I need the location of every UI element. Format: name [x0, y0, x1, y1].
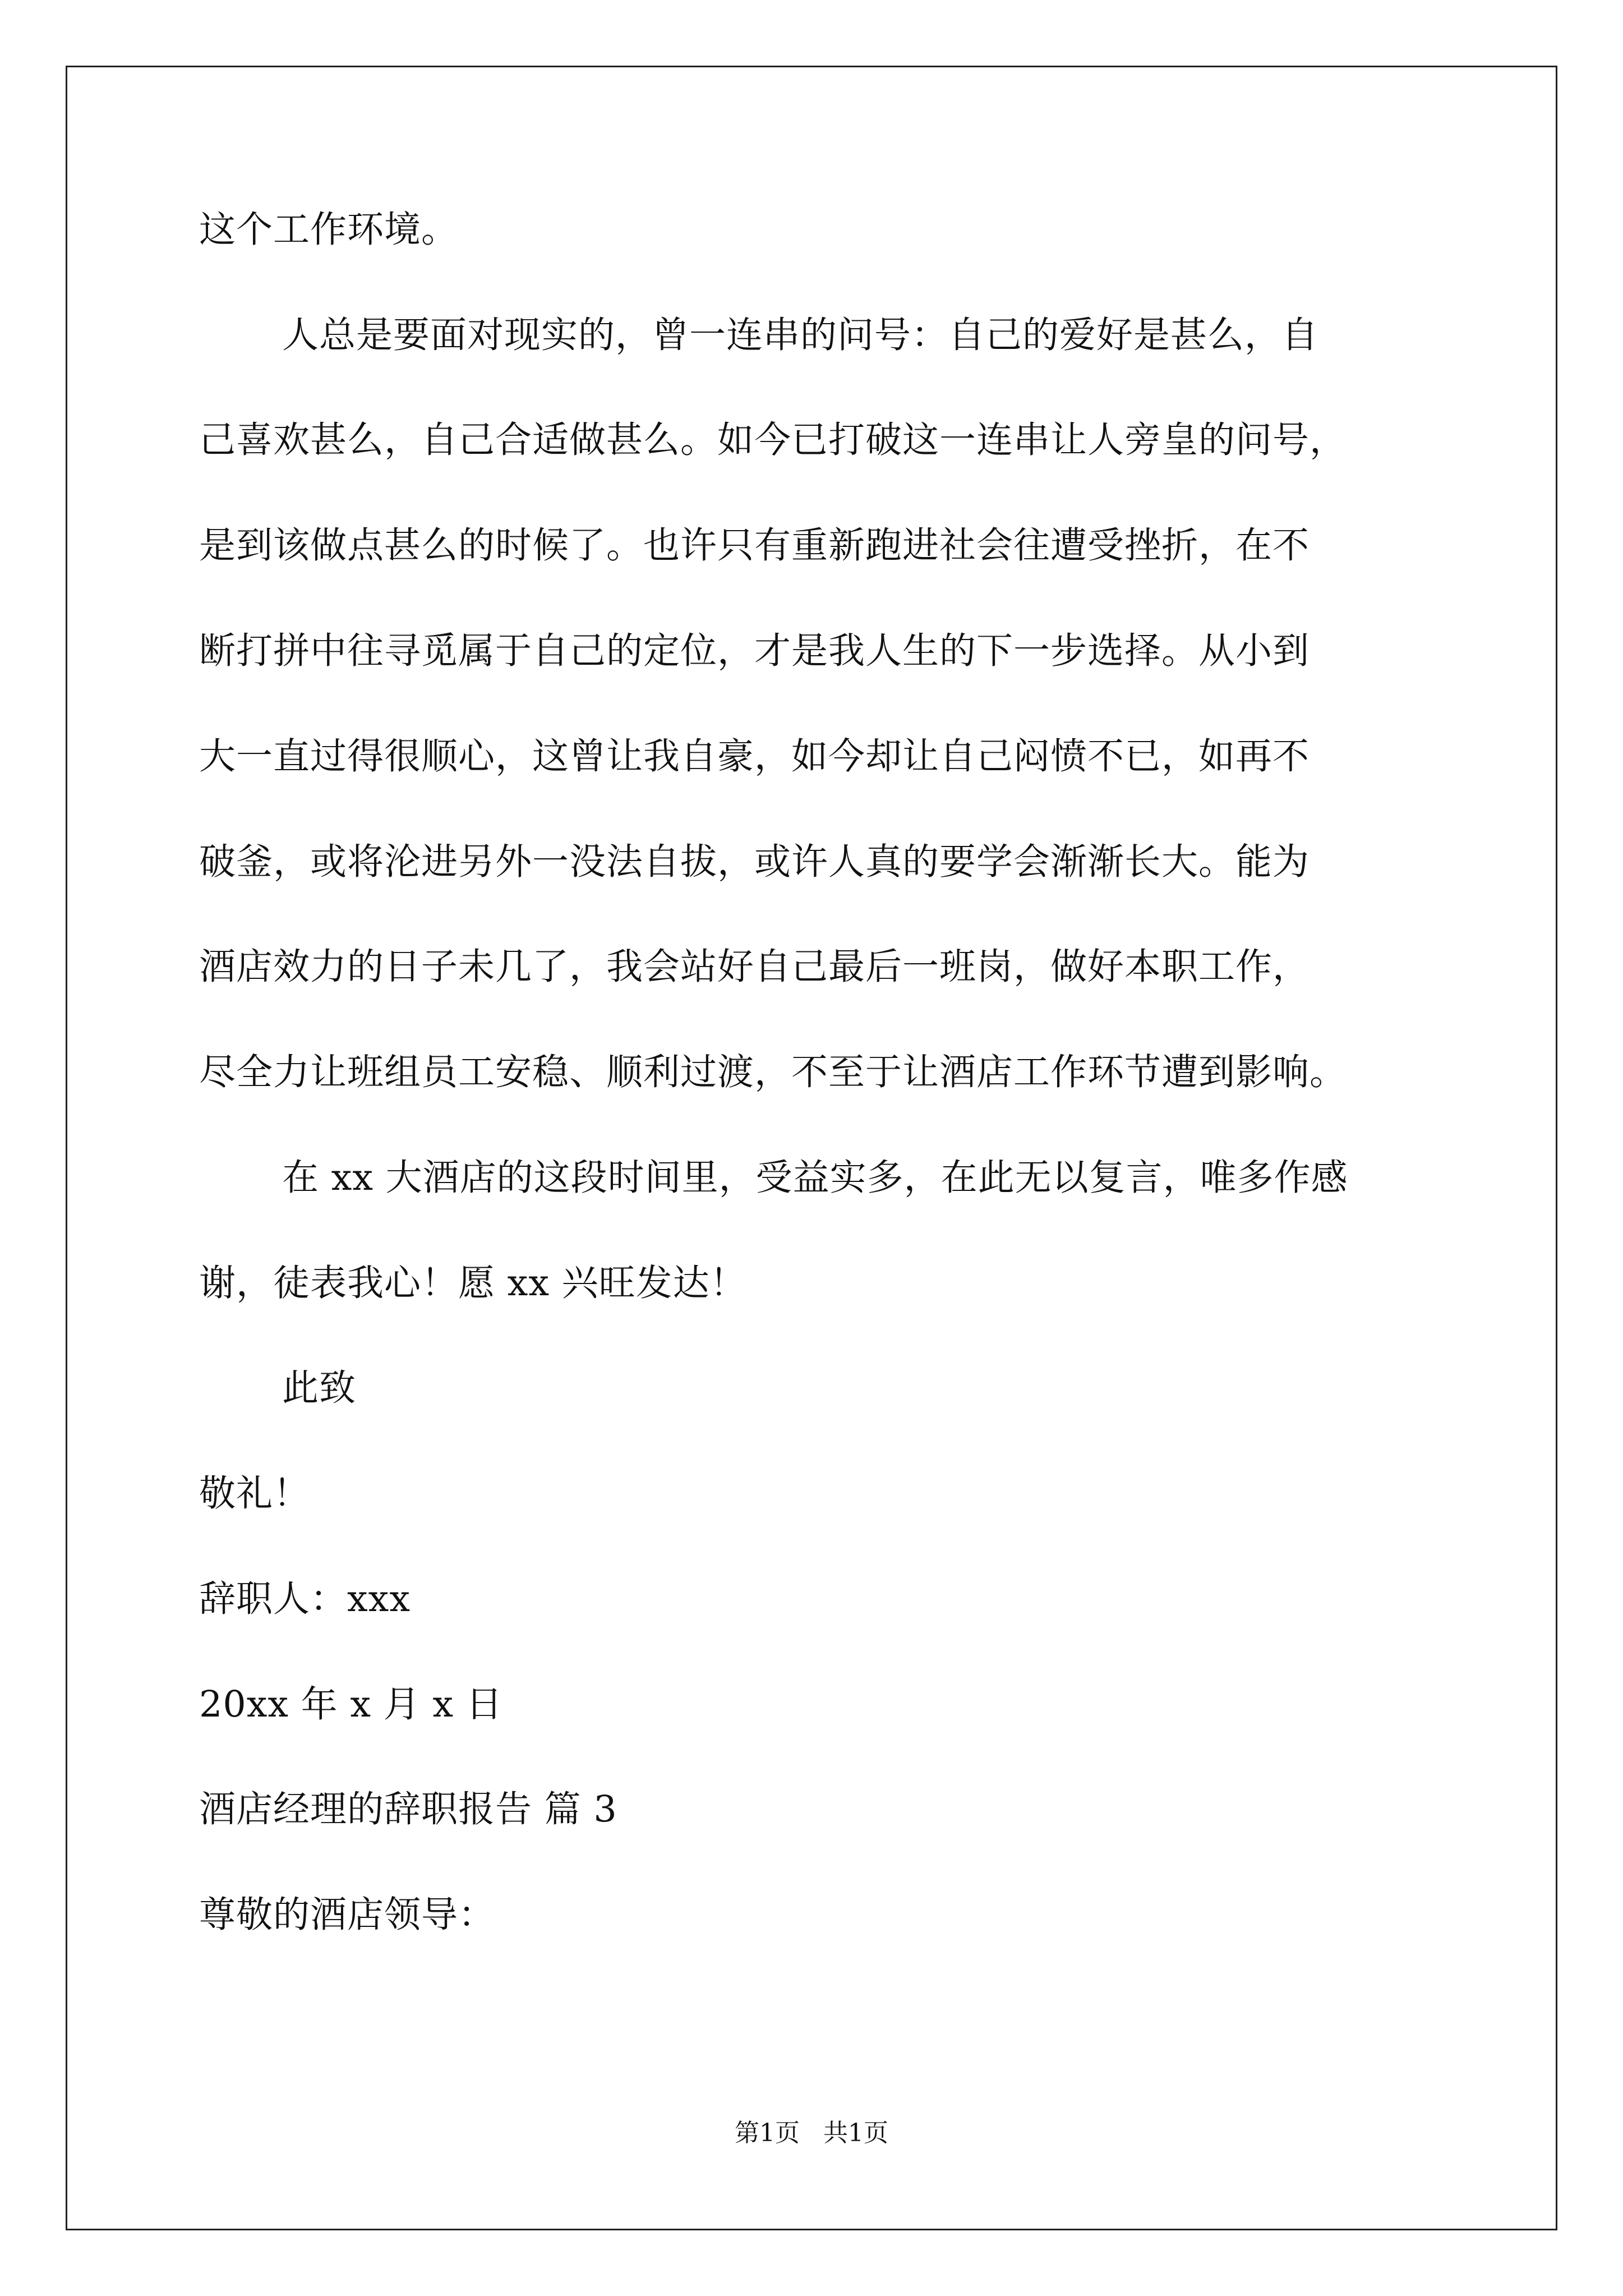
date-line: 20xx 年 x 月 x 日 — [199, 1683, 503, 1726]
paragraph-line: 谢，徒表我心！愿 xx 兴旺发达！ — [199, 1262, 747, 1304]
paragraph-line: 人总是要面对现实的，曾一连串的问号：自己的爱好是甚么，自 — [282, 314, 1319, 356]
greeting-line: 尊敬的酒店领导： — [199, 1894, 496, 1936]
paragraph-line: 是到该做点甚么的时候了。也许只有重新跑进社会往遭受挫折，在不 — [199, 524, 1310, 567]
paragraph-line: 断打拼中往寻觅属于自己的定位，才是我人生的下一步选择。从小到 — [199, 630, 1310, 672]
paragraph-line: 酒店效力的日子未几了，我会站好自己最后一班岗，做好本职工作， — [199, 946, 1310, 988]
paragraph-line: 尽全力让班组员工安稳、顺利过渡，不至于让酒店工作环节遭到影响。 — [199, 1051, 1347, 1093]
paragraph-line: 在 xx 大酒店的这段时间里，受益实多，在此无以复言，唯多作感 — [282, 1157, 1348, 1199]
paragraph-line: 破釜，或将沦进另外一没法自拔，或许人真的要学会渐渐长大。能为 — [199, 841, 1310, 883]
paragraph-line: 大一直过得很顺心，这曾让我自豪，如今却让自己闷愤不已，如再不 — [199, 735, 1310, 777]
section-heading: 酒店经理的辞职报告 篇 3 — [199, 1788, 617, 1830]
text-line: 这个工作环境。 — [199, 209, 459, 251]
salutation-line: 敬礼！ — [199, 1473, 311, 1515]
paragraph-line: 己喜欢甚么，自己合适做甚么。如今已打破这一连串让人旁皇的问号， — [199, 419, 1347, 461]
page-footer: 第1页 共1页 — [735, 2119, 888, 2147]
signature-line: 辞职人：xxx — [199, 1578, 411, 1620]
salutation-line: 此致 — [282, 1367, 357, 1409]
